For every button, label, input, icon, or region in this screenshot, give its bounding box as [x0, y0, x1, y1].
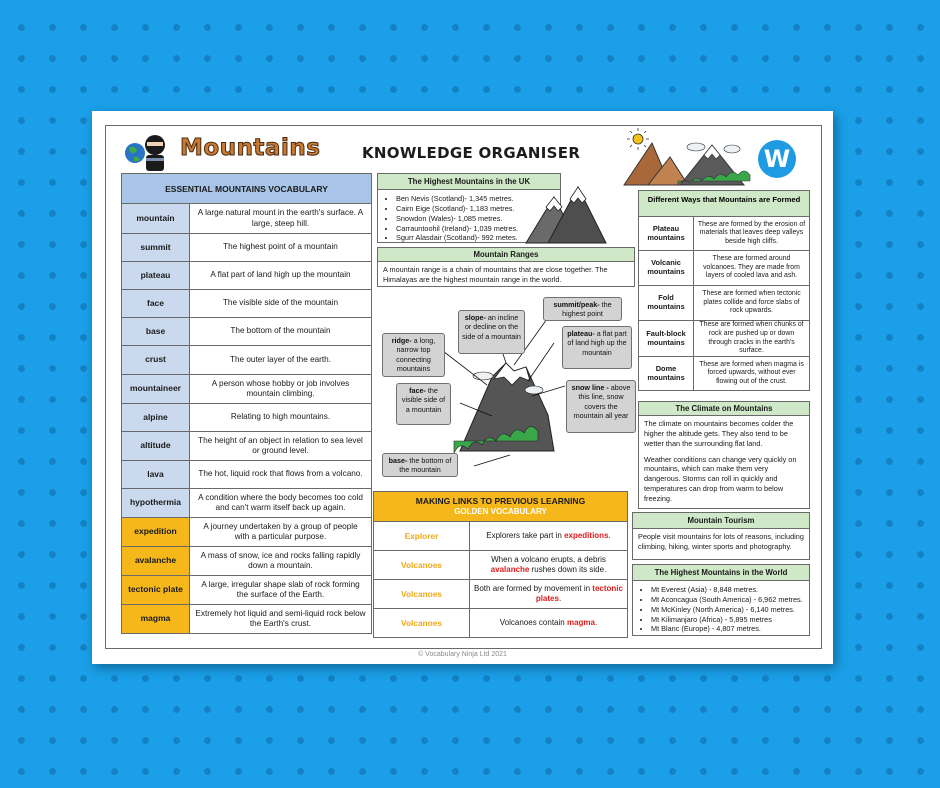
ranges-text: A mountain range is a chain of mountains that are close together. The Himalayas are the highest mountain range in the world. [383, 265, 608, 284]
vocabulary-definition: A condition where the body becomes too cold and can't warm itself back up again. [198, 492, 363, 512]
vocabulary-definition: The outer layer of the earth. [229, 354, 332, 364]
list-item: • Mt Kilimanjaro (Africa) - 5,895 metres [651, 615, 803, 625]
callout-term: slope- [464, 313, 486, 322]
vocabulary-row [121, 518, 372, 547]
link-highlight: tectonic plates [535, 583, 623, 603]
vocabulary-term: mountaineer [122, 375, 190, 403]
callout-text: a flat part of land high up the mountain [567, 329, 627, 357]
callout-term: snow line - [571, 383, 609, 392]
formation-description: These are formed by the erosion of materials that leaves deep valleys beside high cliffs. [697, 220, 806, 245]
formation-description: These are formed around volcanoes. They are made from layers of cooled lava and ash. [703, 255, 800, 280]
callout-term: summit/peak- [553, 300, 600, 309]
vocabulary-definition: The bottom of the mountain [230, 326, 331, 336]
world-mountains-box [632, 564, 810, 636]
mountain-icon [524, 179, 608, 245]
links-heading: MAKING LINKS TO PREVIOUS LEARNING [415, 496, 586, 506]
slope-callout [458, 310, 525, 354]
formation-type: Plateau mountains [639, 217, 694, 250]
ranges-heading: Mountain Ranges [378, 248, 634, 262]
vocabulary-definition: A large natural mount in the earth's surface. A large, steep hill. [197, 208, 364, 228]
vocabulary-definition: The highest point of a mountain [223, 242, 338, 252]
vocabulary-row [121, 262, 372, 290]
links-row [373, 609, 628, 638]
links-row [373, 551, 628, 580]
vocabulary-term: mountain [122, 204, 190, 233]
ninja-globe-icon [124, 131, 174, 171]
callout-text: above this line, snow covers the mountain all year [573, 383, 631, 421]
golden-vocabulary-heading: GOLDEN VOCABULARY [454, 507, 547, 516]
list-item: • Sgurr Alasdair (Scotland)- 992 metes. [396, 233, 554, 243]
vocabulary-term: expedition [122, 518, 190, 546]
callout-text: the bottom of the mountain [399, 456, 452, 475]
vocabulary-row [121, 576, 372, 605]
ridge-callout [382, 333, 445, 377]
base-callout [382, 453, 458, 477]
vocabulary-term: base [122, 318, 190, 345]
golden-word: Volcanoes [374, 551, 470, 579]
callout-text: an incline or decline on the side of a mountain [462, 313, 521, 341]
world-mountains-heading: The Highest Mountains in the World [633, 565, 809, 581]
links-row [373, 580, 628, 609]
link-highlight: avalanche [490, 565, 530, 574]
golden-word: Volcanoes [374, 609, 470, 637]
vocabulary-definition: A person whose hobby or job involves mountain climbing. [211, 378, 350, 398]
vocabulary-term: hypothermia [122, 489, 190, 517]
link-sentence [470, 580, 627, 608]
golden-word: Explorer [374, 522, 470, 550]
callout-term: base- [388, 456, 408, 465]
vocabulary-row [121, 290, 372, 318]
vocabulary-row [121, 346, 372, 375]
vocabulary-term: magma [122, 605, 190, 633]
ways-row [638, 217, 810, 251]
vocabulary-definition: Relating to high mountains. [230, 412, 331, 422]
vocabulary-term: crust [122, 346, 190, 374]
callout-text: the highest point [562, 300, 612, 319]
formation-type: Dome mountains [639, 357, 694, 390]
link-sentence-end: rushes down its side. [529, 565, 607, 574]
link-sentence-text: When a volcano erupts, a debris [491, 554, 606, 564]
page-title: KNOWLEDGE ORGANISER [362, 144, 581, 162]
tourism-text: People visit mountains for lots of reasons, including climbing, hiking, winter sports and photography. [638, 532, 804, 551]
climate-heading: The Climate on Mountains [639, 402, 809, 416]
logo-letter: W [763, 145, 791, 173]
vocabulary-row [121, 318, 372, 346]
copyright-text: © Vocabulary Ninja Ltd 2021 [418, 651, 507, 658]
formation-description: These are formed when tectonic plates collide and force slabs of rock upwards. [702, 290, 801, 315]
vocabulary-term: lava [122, 461, 190, 488]
callout-term: ridge- [391, 336, 412, 345]
callout-text: the visible side of a mountain [401, 386, 446, 414]
link-sentence [470, 551, 627, 579]
ways-row [638, 321, 810, 357]
brand-title: Mountains [180, 135, 321, 161]
vocabulary-row [121, 461, 372, 489]
vocabulary-term: avalanche [122, 547, 190, 575]
ranges-box [377, 247, 635, 287]
vocabulary-definition: Extremely hot liquid and semi-liquid rock below the Earth's crust. [195, 608, 366, 628]
vocabulary-row [121, 432, 372, 461]
link-sentence-text: Explorers take part in [486, 530, 565, 540]
vocabulary-ninja-logo [758, 140, 796, 178]
vocabulary-row [121, 404, 372, 432]
link-sentence-text: Both are formed by movement in [474, 583, 593, 593]
links-heading-box [373, 491, 628, 522]
golden-word: Volcanoes [374, 580, 470, 608]
vocabulary-definition: A flat part of land high up the mountain [210, 270, 351, 280]
formation-type: Fault-block mountains [639, 321, 694, 356]
vocabulary-row [121, 547, 372, 576]
tourism-box [632, 512, 810, 560]
vocabulary-row [121, 204, 372, 234]
list-item: • Snowdon (Wales)- 1,085 metres. [396, 214, 554, 224]
formation-description: These are formed when chunks of rock are pushed up or down through cracks in the earth's surface. [699, 321, 804, 355]
list-item: • Ben Nevis (Scotland)- 1,345 metres. [396, 194, 554, 204]
vocabulary-term: altitude [122, 432, 190, 460]
link-sentence-end: . [558, 594, 562, 603]
vocabulary-term: face [122, 290, 190, 317]
vocabulary-definition: A mass of snow, ice and rocks falling rapidly down a mountain. [200, 550, 361, 570]
list-item: • Mt Blanc (Europe) - 4,807 metres. [651, 624, 803, 634]
callout-text: a long, narrow top connecting mountains [396, 336, 436, 374]
vocabulary-definition: A large, irregular shape slab of rock forming the surface of the Earth. [201, 579, 360, 599]
list-item: • Mt Everest (Asia) - 8,848 metres. [651, 585, 803, 595]
ways-row [638, 251, 810, 286]
summit-callout [543, 297, 622, 321]
formation-description: These are formed when magma is forced upwards, without ever flowing out of the crust. [699, 360, 804, 385]
climate-paragraph-2: Weather conditions can change very quickly on mountains, which can make them very dangerous. Storms can roll in quickly and temperatures can drop from warm to below freezing. [644, 454, 797, 503]
vocabulary-row [121, 375, 372, 404]
link-sentence-end: . [594, 617, 598, 627]
plateau-callout [562, 326, 632, 369]
ways-row [638, 286, 810, 321]
vocabulary-definition: The height of an object in relation to sea level or ground level. [198, 435, 363, 455]
face-callout [396, 383, 451, 425]
vocabulary-term: summit [122, 234, 190, 261]
links-row [373, 522, 628, 551]
formation-type: Volcanic mountains [639, 251, 694, 285]
list-item: • Mt McKinley (North America) - 6,140 metres. [651, 605, 803, 615]
callout-term: face- [409, 386, 426, 395]
knowledge-organiser-sheet [92, 111, 833, 664]
list-item: • Carrauntoohil (Ireland)- 1,039 metres. [396, 224, 554, 234]
world-mountains-list [633, 581, 809, 634]
formation-type: Fold mountains [639, 286, 694, 320]
climate-paragraph-1: The climate on mountains becomes colder the higher the altitude gets. They also tend to be wetter than the surrounding flat land. [644, 419, 794, 448]
vocabulary-definition: A journey undertaken by a group of people with a particular purpose. [203, 521, 358, 541]
vocabulary-heading: ESSENTIAL MOUNTAINS VOCABULARY [121, 173, 372, 204]
link-highlight: expeditions [564, 530, 609, 540]
list-item: • Mt Aconcagua (South America) - 6,962 metres. [651, 595, 803, 605]
link-highlight: magma [566, 617, 595, 627]
ways-heading: Different Ways that Mountains are Formed [647, 195, 801, 204]
vocabulary-row [121, 234, 372, 262]
tourism-heading: Mountain Tourism [633, 513, 809, 529]
list-item: • Cairn Eige (Scotland)- 1,183 metres. [396, 204, 554, 214]
ways-heading-box [638, 190, 810, 217]
snow-line-callout [566, 380, 636, 433]
link-sentence [470, 609, 627, 637]
ways-row [638, 357, 810, 391]
uk-mountains-heading: The Highest Mountains in the UK [378, 174, 560, 190]
mountains-sun-icon [620, 125, 762, 189]
vocabulary-term: tectonic plate [122, 576, 190, 604]
vocabulary-term: alpine [122, 404, 190, 431]
link-sentence [470, 522, 627, 550]
vocabulary-term: plateau [122, 262, 190, 289]
link-sentence-end: . [608, 530, 611, 540]
vocabulary-row [121, 489, 372, 518]
callout-term: plateau- [567, 329, 595, 338]
link-sentence-text: Volcanoes contain [499, 617, 567, 627]
vocabulary-definition: The hot, liquid rock that flows from a volcano. [198, 469, 363, 479]
vocabulary-row [121, 605, 372, 634]
climate-box [638, 401, 810, 509]
vocabulary-definition: The visible side of the mountain [222, 298, 339, 308]
